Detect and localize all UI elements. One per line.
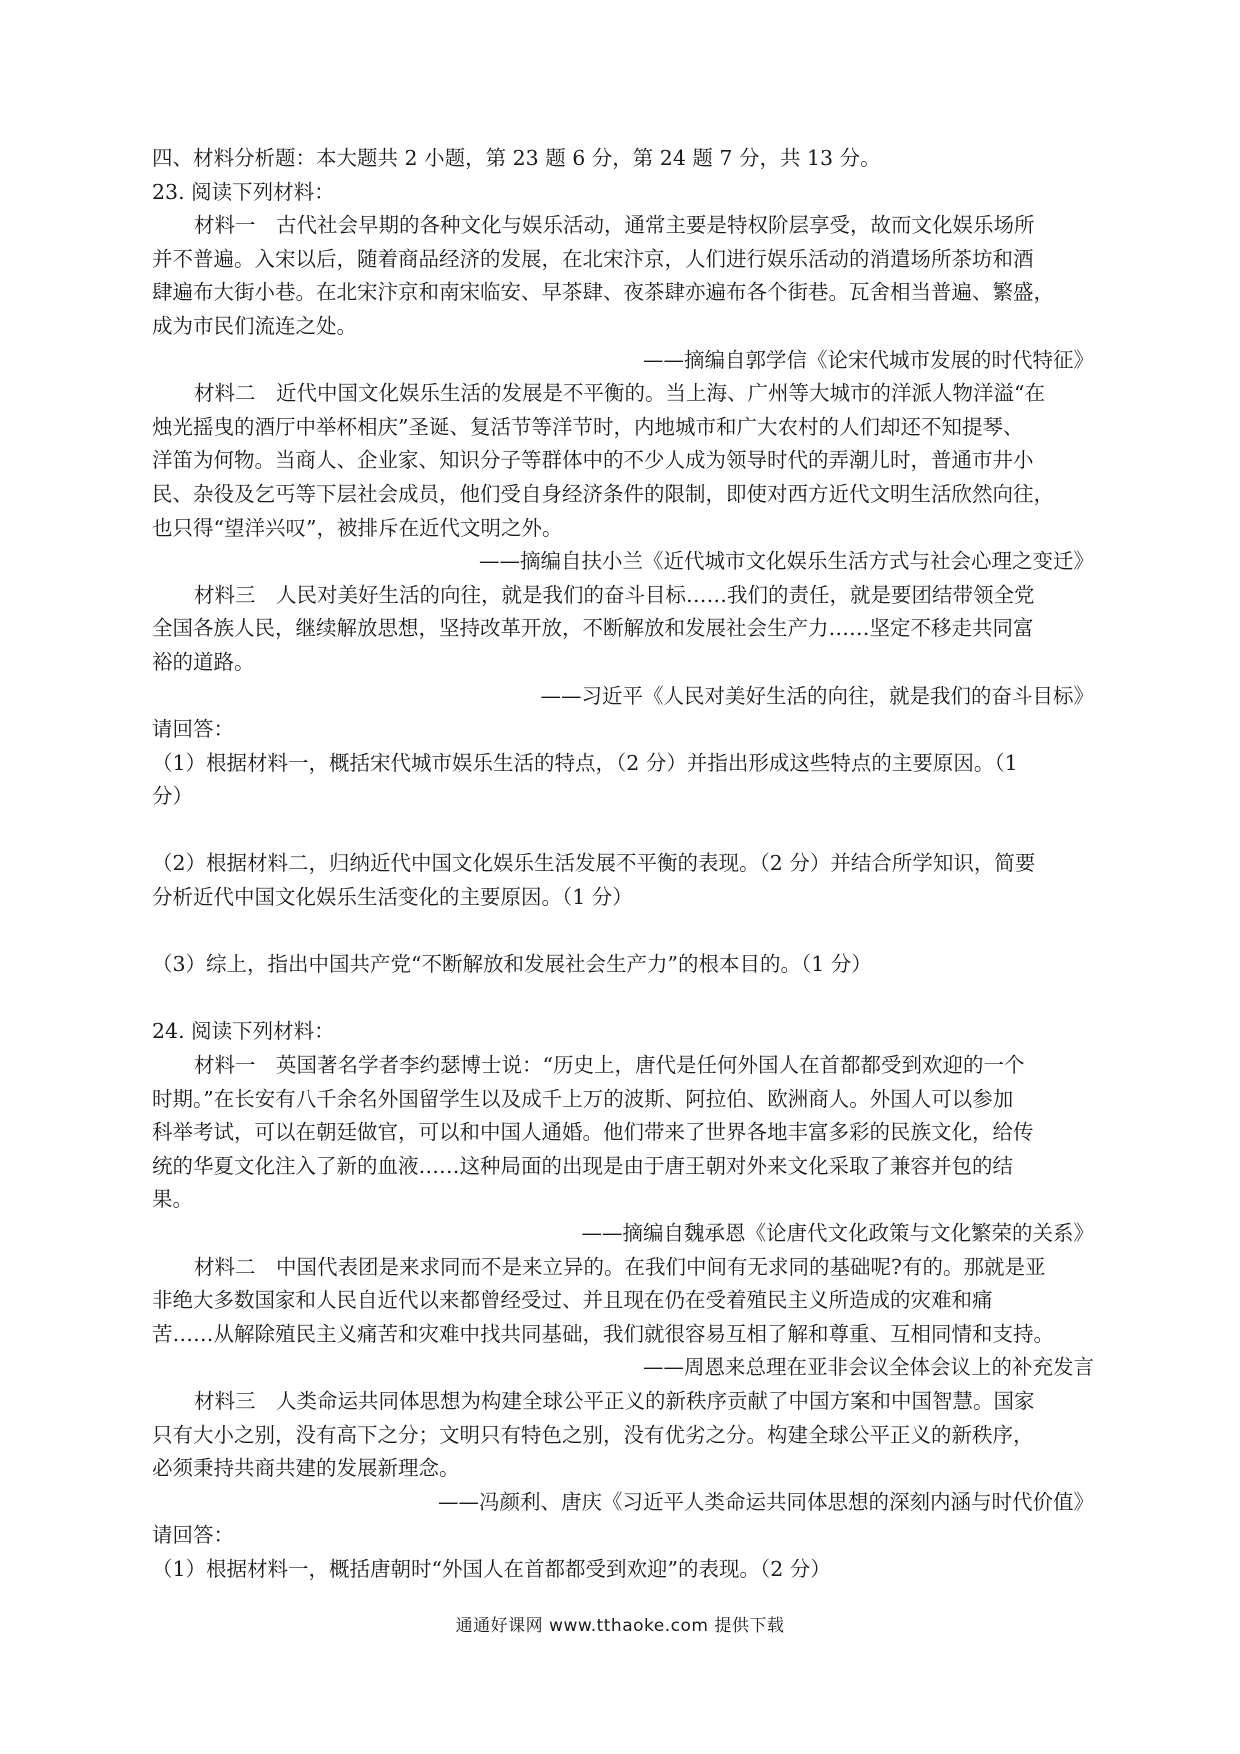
exam-page [152, 142, 1094, 1587]
text-line: 民、杂役及乞丐等下层社会成员，他们受自身经济条件的限制，即使对西方近代文明生活欣然向往， [152, 481, 1054, 506]
q24-subquestion-1: （1）根据材料一，概括唐朝时“外国人在首都都受到欢迎”的表现。（2 分） [152, 1556, 831, 1581]
text-line: 并不普遍。入宋以后，随着商品经济的发展，在北宋汴京，人们进行娱乐活动的消遣场所茶坊和酒 [152, 246, 1034, 271]
q24-title: 24. 阅读下列材料： [152, 1019, 335, 1044]
text-line: 洋笛为何物。当商人、企业家、知识分子等群体中的不少人成为领导时代的弄潮儿时，普通市井小 [152, 448, 1034, 473]
answer-space [152, 814, 1094, 848]
source-citation: ——摘编自扶小兰《近代城市文化娱乐生活方式与社会心理之变迁》 [479, 549, 1094, 574]
text-line: 科举考试，可以在朝廷做官，可以和中国人通婚。他们带来了世界各地丰富多彩的民族文化，给传 [152, 1120, 1034, 1145]
text-line: 裕的道路。 [152, 649, 255, 674]
question-23 [152, 176, 1094, 1016]
source-citation: ——摘编自魏承恩《论唐代文化政策与文化繁荣的关系》 [581, 1221, 1094, 1245]
text-line: 全国各族人民，继续解放思想，坚持改革开放，不断解放和发展社会生产力……坚定不移走共同富 [152, 616, 1034, 641]
text-line: 分析近代中国文化娱乐生活变化的主要原因。（1 分） [152, 885, 633, 910]
answer-space [152, 915, 1094, 949]
text-line: 材料一 英国著名学者李约瑟博士说：“历史上，唐代是任何外国人在首都都受到欢迎的一个 [194, 1053, 1025, 1078]
text-line: 材料二 中国代表团是来求同而不是来立异的。在我们中间有无求同的基础呢?有的。那就是亚 [194, 1254, 1046, 1279]
q24-material-2 [152, 1251, 1094, 1385]
q23-subquestion-2 [152, 847, 1094, 914]
text-line: 也只得“望洋兴叹”，被排斥在近代文明之外。 [152, 515, 563, 540]
text-line: 材料二 近代中国文化娱乐生活的发展是不平衡的。当上海、广州等大城市的洋派人物洋溢“在 [194, 381, 1045, 406]
answer-prompt: 请回答： [152, 717, 234, 742]
text-line: （2）根据材料二，归纳近代中国文化娱乐生活发展不平衡的表现。（2 分）并结合所学知识，简要 [152, 851, 1036, 876]
text-line: 果。 [152, 1187, 193, 1212]
text-line: 材料三 人类命运共同体思想为构建全球公平正义的新秩序贡献了中国方案和中国智慧。国家 [194, 1388, 1035, 1413]
source-citation: ——习近平《人民对美好生活的向往，就是我们的奋斗目标》 [540, 683, 1094, 708]
text-line: 必须秉持共商共建的发展新理念。 [152, 1456, 460, 1481]
q23-material-3 [152, 579, 1094, 713]
text-line: 只有大小之别，没有高下之分；文明只有特色之别，没有优劣之分。构建全球公平正义的新秩序， [152, 1422, 1034, 1447]
text-line: 苦……从解除殖民主义痛苦和灾难中找共同基础，我们就很容易互相了解和尊重、互相同情和支持。 [152, 1321, 1054, 1346]
q23-material-1 [152, 209, 1094, 377]
q23-subquestion-3: （3）综上，指出中国共产党“不断解放和发展社会生产力”的根本目的。（1 分） [152, 952, 872, 977]
text-line: 成为市民们流连之处。 [152, 313, 357, 338]
q23-material-2 [152, 377, 1094, 579]
source-citation: ——周恩来总理在亚非会议全体会议上的补充发言 [643, 1355, 1094, 1380]
text-line: 时期。”在长安有八千余名外国留学生以及成千上万的波斯、阿拉伯、欧洲商人。外国人可以参加 [152, 1086, 1014, 1111]
q24-material-1 [152, 1049, 1094, 1251]
text-line: 材料三 人民对美好生活的向往，就是我们的奋斗目标……我们的责任，就是要团结带领全党 [194, 582, 1035, 607]
source-citation: ——摘编自郭学信《论宋代城市发展的时代特征》 [643, 347, 1094, 372]
text-line: （1）根据材料一，概括宋代城市娱乐生活的特点，（2 分）并指出形成这些特点的主要原因。（1 [152, 750, 1018, 775]
answer-space [152, 982, 1094, 1016]
q23-subquestion-1 [152, 747, 1094, 814]
text-line: 分） [152, 784, 193, 809]
text-line: 烛光摇曳的酒厅中举杯相庆”圣诞、复活节等洋节时，内地城市和广大农村的人们却还不知提琴、 [152, 414, 1024, 439]
answer-prompt: 请回答： [152, 1523, 234, 1548]
q23-title: 23. 阅读下列材料： [152, 179, 335, 204]
question-24 [152, 1015, 1094, 1586]
section-heading: 四、材料分析题：本大题共 2 小题，第 23 题 6 分，第 24 题 7 分，共 13 分。 [152, 146, 881, 170]
text-line: 材料一 古代社会早期的各种文化与娱乐活动，通常主要是特权阶层享受，故而文化娱乐场所 [194, 213, 1035, 238]
q24-material-3 [152, 1385, 1094, 1519]
footer-download-note: 通通好课网 www.tthaoke.com 提供下载 [455, 1616, 785, 1636]
text-line: 非绝大多数国家和人民自近代以来都曾经受过、并且现在仍在受着殖民主义所造成的灾难和痛 [152, 1288, 993, 1313]
text-line: 统的华夏文化注入了新的血液……这种局面的出现是由于唐王朝对外来文化采取了兼容并包的结 [152, 1153, 1013, 1178]
text-line: 肆遍布大街小巷。在北宋汴京和南宋临安、早茶肆、夜茶肆亦遍布各个街巷。瓦舍相当普遍、繁盛， [152, 280, 1054, 305]
source-citation: ——冯颜利、唐庆《习近平人类命运共同体思想的深刻内涵与时代价值》 [438, 1489, 1094, 1514]
